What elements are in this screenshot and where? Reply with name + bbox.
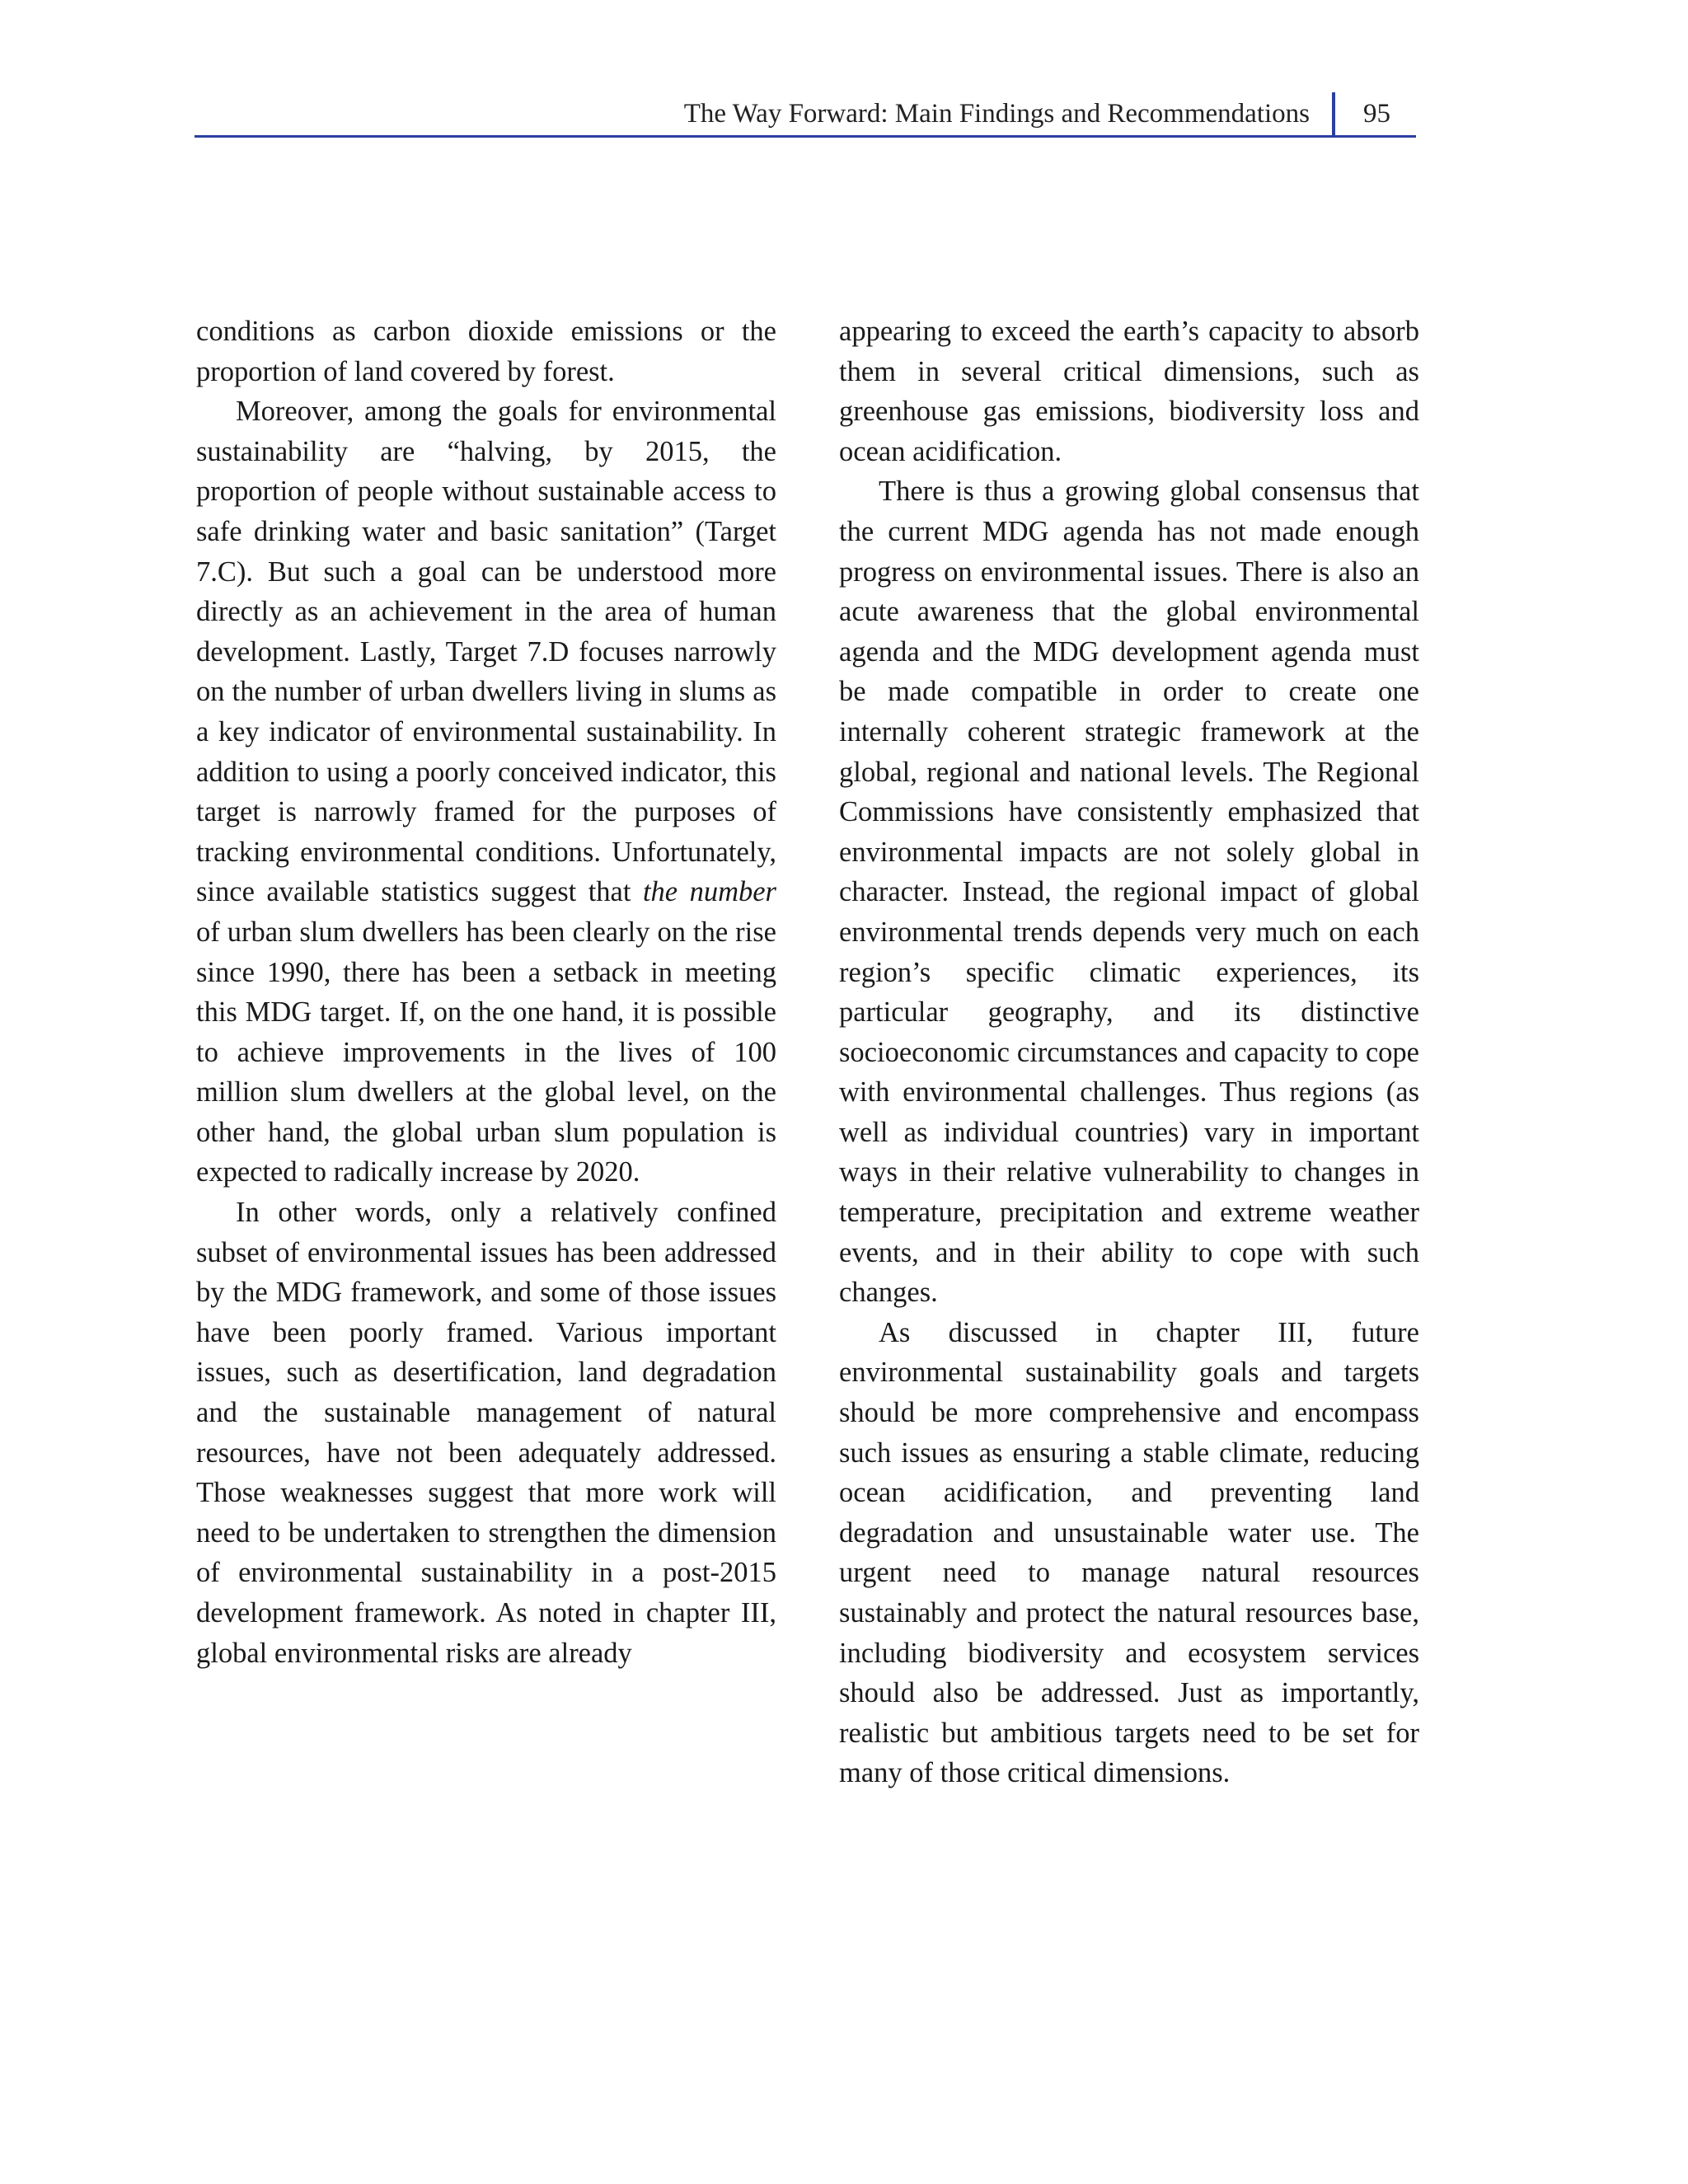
emphasis-the-number: the number [642,876,776,908]
running-header [195,92,1414,138]
left-paragraph-2 [196,391,776,1193]
left-column [196,312,776,1673]
left-paragraph-2-text: Moreover, among the goals for environmental sustainability are “halving, by 2015, the proportion of people without sustainable access to safe drinking water and basic sanitation” (Target 7.C). But such a goal can be understood more directly as an achievement in the area of human development. Lastly, Target 7.D focuses narrowly on the number of urban dwellers living in slums as a key indicator of environmental sustainability. In addition to using a poorly conceived indicator, this target is narrowly framed for the purposes of tracking environmental conditions. Unfortunately, since available statistics suggest that [196,396,776,908]
page-number: 95 [1363,99,1390,129]
left-paragraph-3: In other words, only a relatively confined subset of environmental issues has been addressed by the MDG framework, and some of those issues have been poorly framed. Various important issues, such as desertification, land degradation and the sustainable management of natural resources, have not been adequately addressed. Those weaknesses suggest that more work will need to be undertaken to strengthen the dimension of environmental sustainability in a post-2015 development framework. As noted in chapter III, global environmental risks are already [196,1197,776,1669]
header-rule [195,135,1416,138]
left-paragraph-1: conditions as carbon dioxide emissions or the proportion of land covered by forest. [196,316,776,387]
running-title: The Way Forward: Main Findings and Recommendations [683,99,1310,129]
right-paragraph-1: appearing to exceed the earth’s capacity to absorb them in several critical dimensions, such as greenhouse gas emissions, biodiversity loss and ocean acidification. [839,316,1419,467]
header-divider [1332,92,1335,137]
right-column [839,312,1419,1793]
right-paragraph-2: There is thus a growing global consensus that the current MDG agenda has not made enough progress on environmental issues. There is also an acute awareness that the global environmental agenda and the MDG development agenda must be made compatible in order to create one internally coherent strategic framework at the global, regional and national levels. The Regional Commissions have consistently emphasized that environmental impacts are not solely global in character. Instead, the regional impact of global environmental trends depends very much on each region’s specific climatic experiences, its particular geography, and its distinctive socioeconomic circumstances and capacity to cope with environmental challenges. Thus regions (as well as individual countries) vary in important ways in their relative vulnerability to changes in temperature, precipitation and extreme weather events, and in their ability to cope with such changes. [839,476,1419,1309]
right-paragraph-3: As discussed in chapter III, future environmental sustainability goals and targets should be more comprehensive and encompass such issues as ensuring a stable climate, reducing ocean acidification, and preventing land degradation and unsustainable water use. The urgent need to manage natural resources sustainably and protect the natural resources base, including biodiversity and ecosystem services should also be addressed. Just as importantly, realistic but ambitious targets need to be set for many of those critical dimensions. [839,1316,1419,1789]
left-paragraph-2-text-after: of urban slum dwellers has been clearly on the rise since 1990, there has been a setback in meeting this MDG target. If, on the one hand, it is possible to achieve improvements in the lives of 100 million slum dwellers at the global level, on the other hand, the global urban slum population is expected to radically increase by 2020. [196,916,776,1188]
